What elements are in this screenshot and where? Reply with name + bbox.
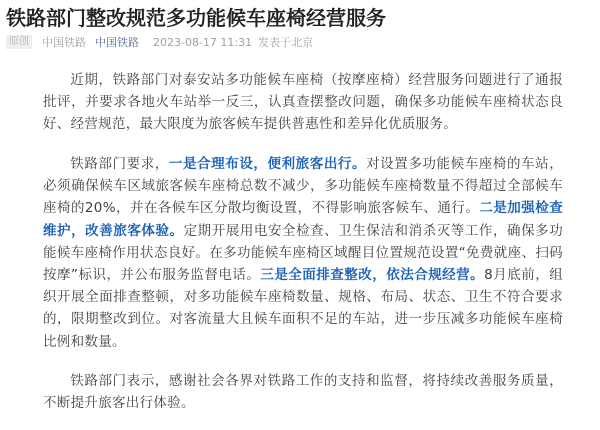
req-two-heading: 二是加强检查维护，改善旅客体验。 (43, 200, 563, 239)
paragraph-intro-text: 近期，铁路部门对泰安站多功能候车座椅（按摩座椅）经营服务问题进行了通报批评，并要求各地火车站举一反三，认真查摆整改问题，确保多功能候车座椅状态良好、经营规范，最大限度为旅客候车提供普惠性和差异化优质服务。 (43, 72, 563, 133)
author: 中国铁路 (42, 36, 86, 49)
req-one-text: 对设置多功能候车座椅的车站，必须确保候车区域旅客候车座椅总数不减少，多功能候车座椅数量不得超过全部候车座椅的20%，并在各候车区分散均衡设置，不得影响旅客候车、通行。 (43, 156, 564, 217)
paragraph-closing-text: 铁路部门表示，感谢社会各界对铁路工作的支持和监督，将持续改善服务质量，不断提升旅客出行体验。 (43, 373, 563, 412)
paragraph-requirements (43, 153, 563, 353)
paragraph-intro (43, 69, 563, 136)
article-title: 铁路部门整改规范多功能候车座椅经营服务 (6, 6, 386, 30)
req-one-heading: 一是合理布设，便利旅客出行。 (168, 156, 367, 172)
publish-time: 2023-08-17 11:31 (153, 35, 253, 49)
req-three-heading: 三是全面排查整改，依法合规经营。 (260, 267, 485, 284)
paragraph-closing (43, 370, 563, 414)
article-meta (6, 34, 313, 50)
publish-location: 发表于北京 (258, 36, 314, 49)
original-tag: 原创 (6, 35, 32, 49)
req-lead: 铁路部门要求， (70, 156, 169, 172)
req-three-text: 8月底前，组织开展全面排查整顿，对多功能候车座椅数量、规格、布局、状态、卫生不符合要求的，限期整改到位。对客流量大且候车面积不足的车站，进一步压减多功能候车座椅比例和数量。 (43, 267, 563, 350)
account-link[interactable]: 中国铁路 (95, 36, 139, 49)
req-two-text: 定期开展用电安全检查、卫生保洁和消杀灭等工作，确保多功能候车座椅作用状态良好。在多功能候车座椅区域醒目位置规范设置“免费就座、扫码按摩”标识，并公布服务监督电话。 (43, 222, 563, 284)
